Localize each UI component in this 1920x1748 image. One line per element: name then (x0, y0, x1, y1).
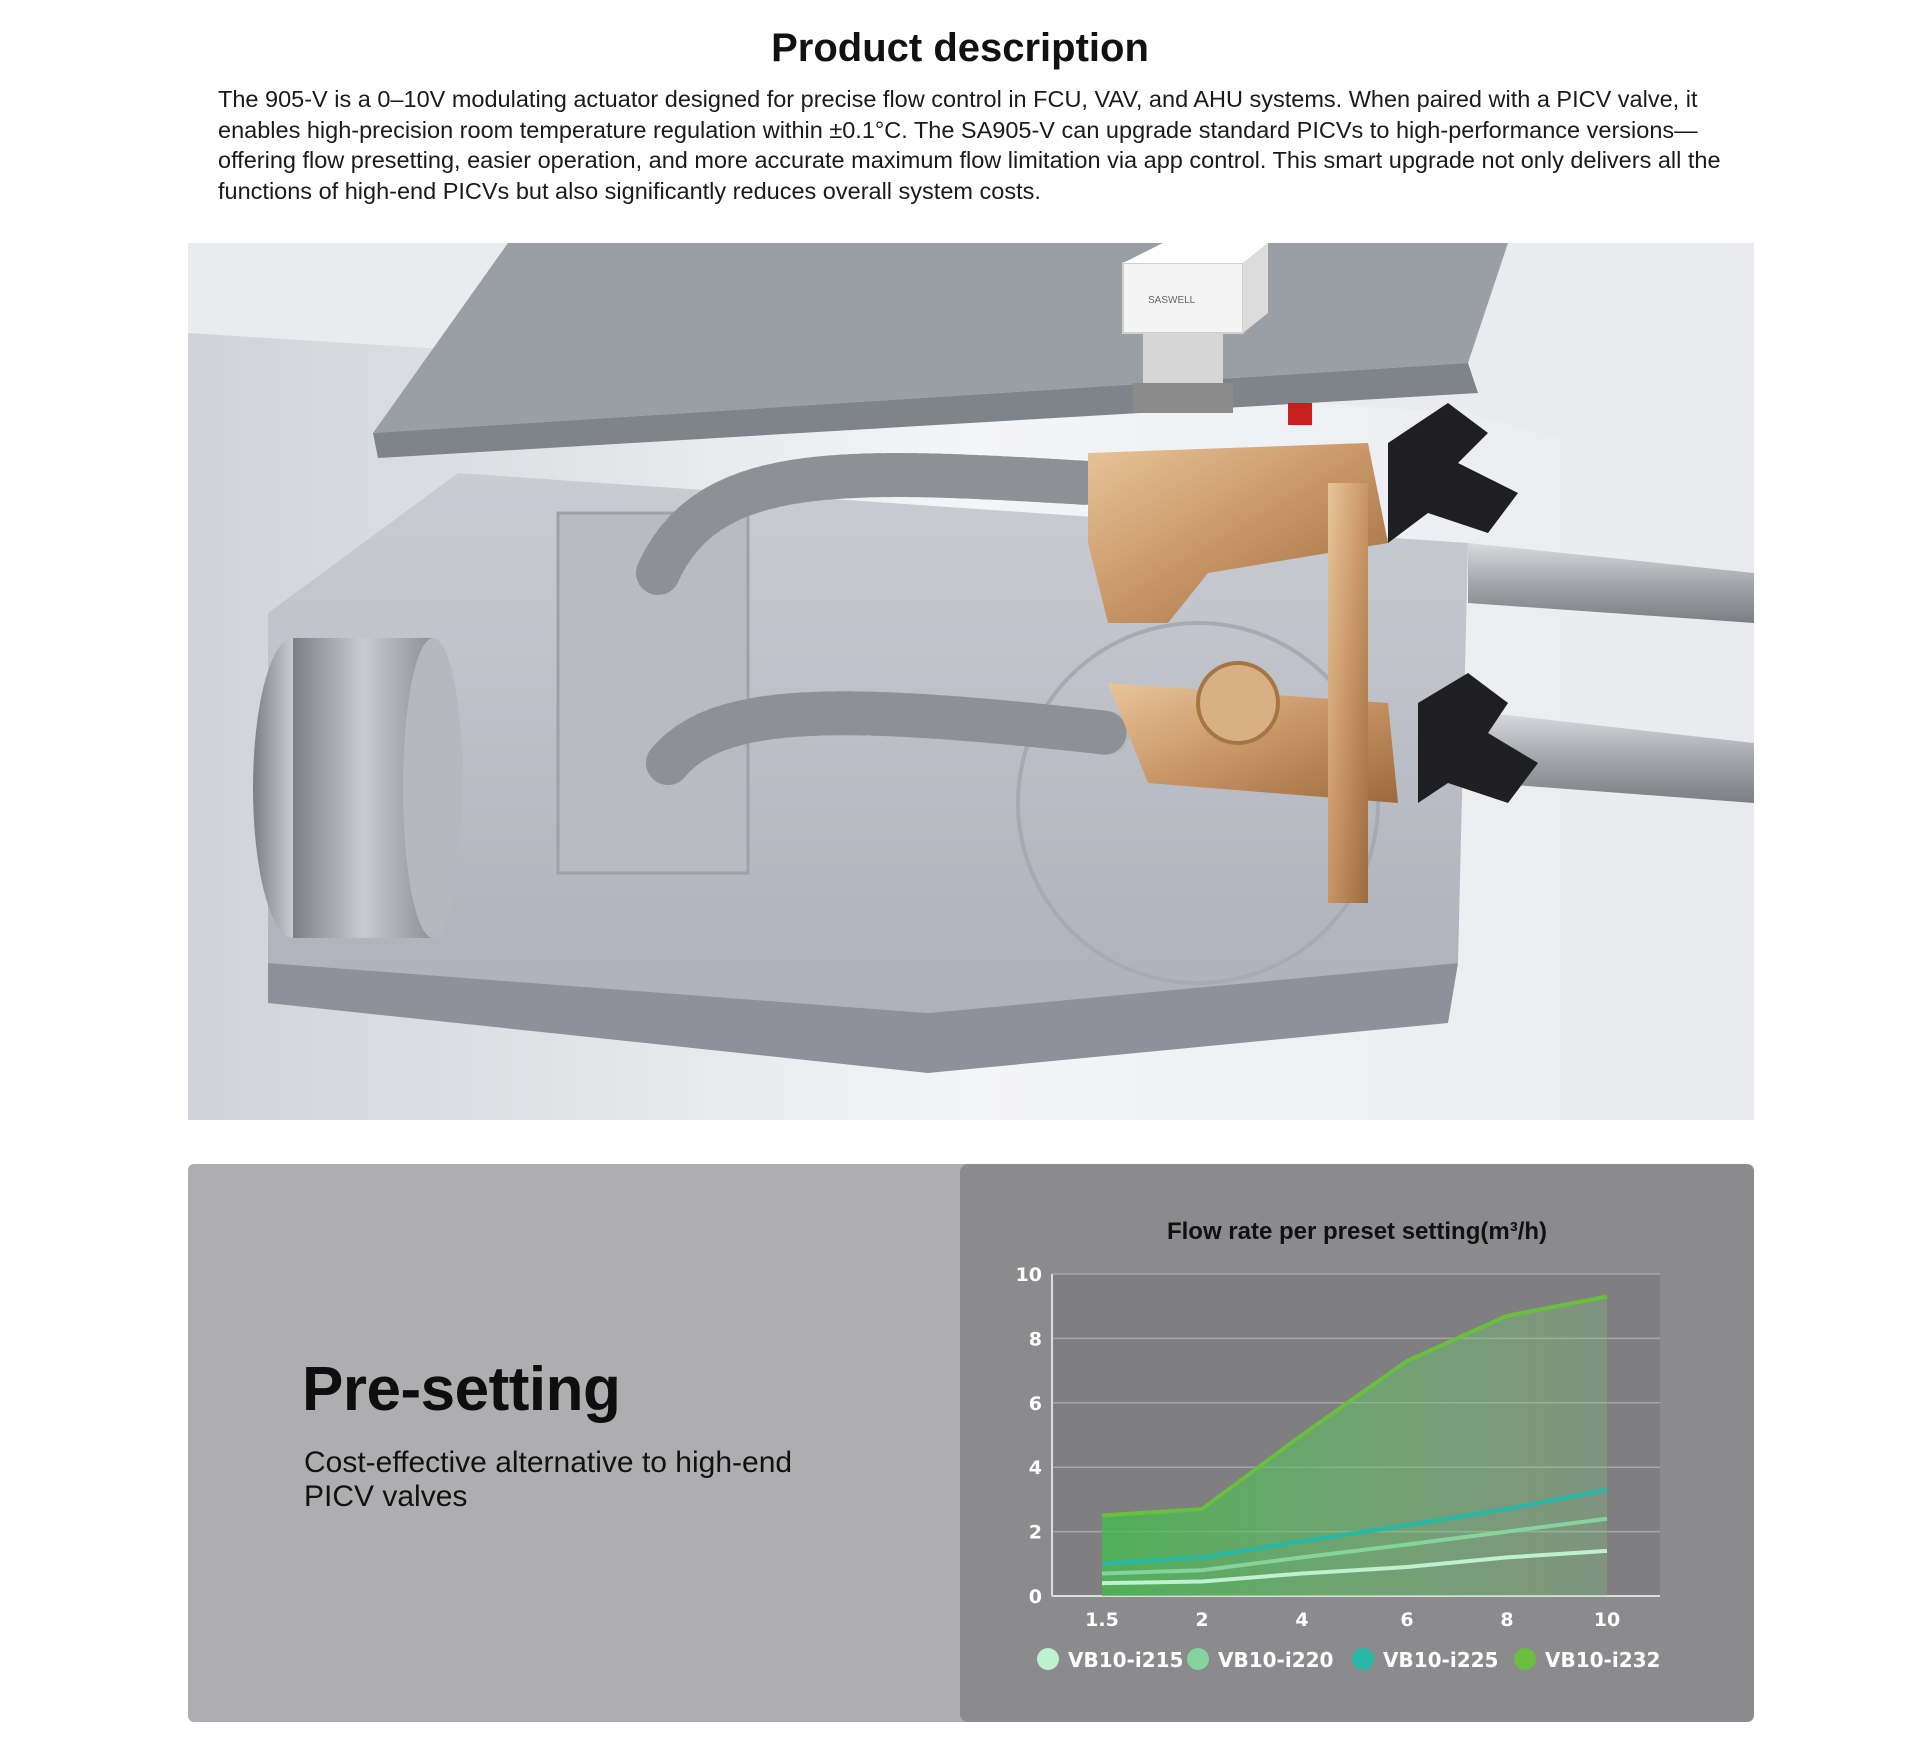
legend-marker-VB10-i215 (1037, 1648, 1059, 1670)
presetting-heading: Pre-setting (302, 1355, 621, 1424)
presetting-subtitle: Cost-effective alternative to high-end PICV valves (304, 1446, 793, 1513)
x-tick-label: 4 (1295, 1609, 1309, 1631)
flow-rate-chart (960, 1164, 1754, 1722)
flow-rate-chart-card (960, 1164, 1754, 1722)
x-tick-label: 8 (1500, 1609, 1514, 1631)
legend-label-VB10-i220: VB10-i220 (1218, 1648, 1334, 1672)
actuator-brand-logo: SASWELL (1148, 295, 1196, 306)
legend-marker-VB10-i220 (1187, 1648, 1209, 1670)
legend-marker-VB10-i225 (1352, 1648, 1374, 1670)
legend-label-VB10-i215: VB10-i215 (1068, 1648, 1184, 1672)
product-photo (188, 243, 1754, 1120)
legend-label-VB10-i232: VB10-i232 (1545, 1648, 1661, 1672)
y-tick-label: 6 (1028, 1392, 1042, 1415)
x-tick-label: 10 (1593, 1609, 1621, 1631)
y-tick-label: 0 (1028, 1586, 1042, 1608)
y-tick-label: 8 (1028, 1328, 1042, 1351)
presetting-panel (188, 1164, 1754, 1722)
x-tick-label: 6 (1400, 1609, 1414, 1631)
page-title: Product description (771, 26, 1149, 70)
y-tick-label: 10 (1015, 1264, 1042, 1286)
x-tick-label: 1.5 (1085, 1609, 1119, 1631)
y-tick-label: 2 (1028, 1521, 1042, 1544)
legend-label-VB10-i225: VB10-i225 (1383, 1648, 1499, 1672)
chart-title: Flow rate per preset setting(m³/h) (1166, 1218, 1548, 1245)
y-tick-label: 4 (1028, 1457, 1042, 1480)
product-description: The 905-V is a 0–10V modulating actuator designed for precise flow control in FCU, VAV, and AHU systems. When paired with a PICV valve, it enables high-precision room temperature regulation within ±0.1°C. The SA905-V can upgrade standard PICVs to high-performance versions—offering flow presetting, easier operation, and more accurate maximum flow limitation via app control. This smart upgrade not only delivers all the functions of high-end PICVs but also significantly reduces overall system costs. (218, 86, 1721, 204)
legend-marker-VB10-i232 (1514, 1648, 1536, 1670)
x-tick-label: 2 (1195, 1609, 1209, 1631)
